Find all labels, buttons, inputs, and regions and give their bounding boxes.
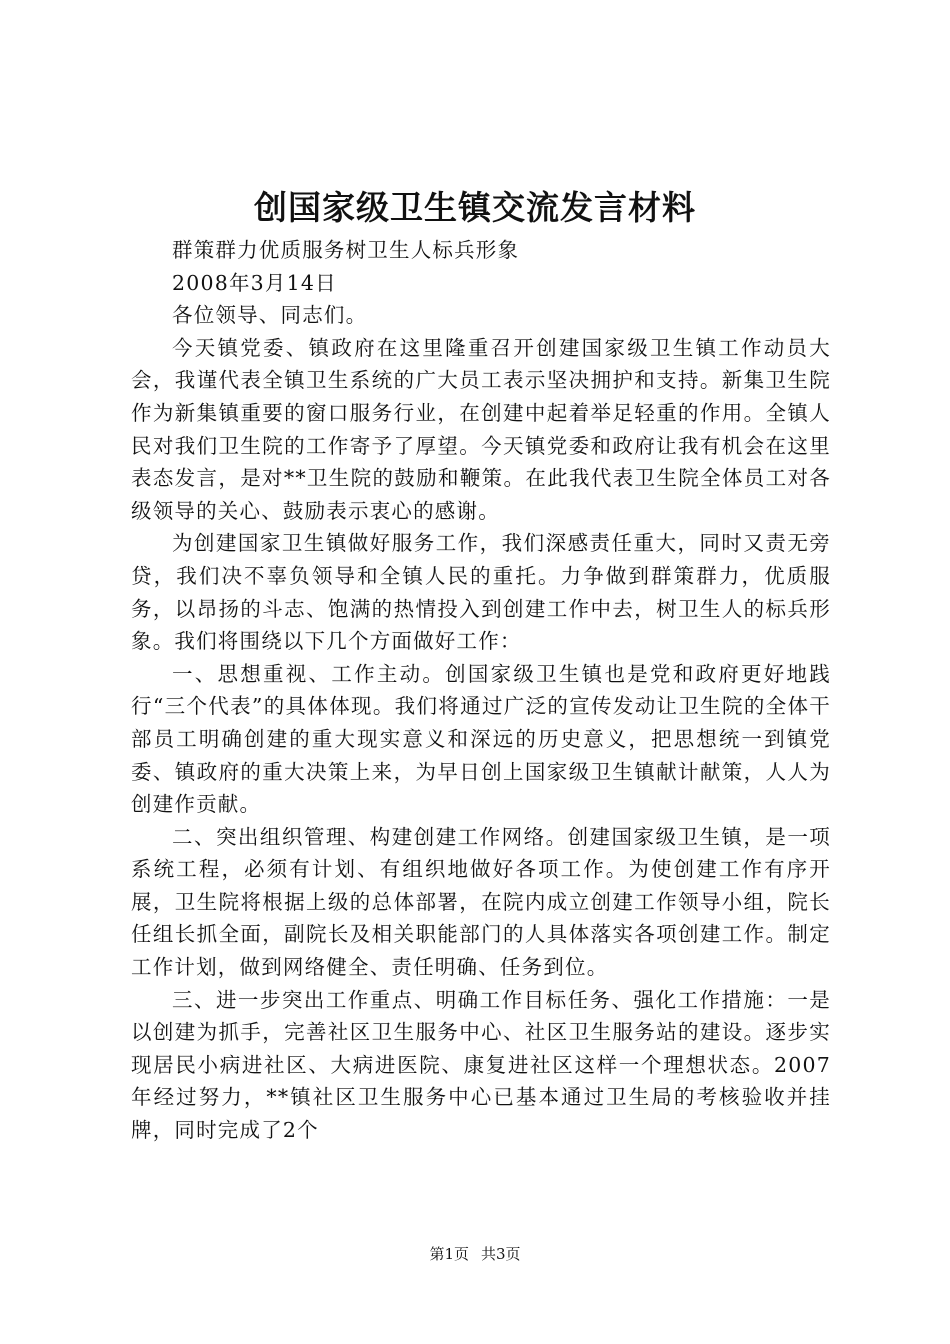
salutation: 各位领导、同志们。	[172, 303, 368, 328]
page-footer	[0, 1244, 950, 1264]
page-title: 创国家级卫生镇交流发言材料	[254, 188, 696, 227]
page-number: 第1页	[429, 1245, 469, 1263]
document-body	[131, 234, 831, 1147]
subtitle: 群策群力优质服务树卫生人标兵形象	[172, 238, 520, 262]
body-paragraph: 为创建国家卫生镇做好服务工作，我们深感责任重大，同时又责无旁贷，我们决不辜负领导和全镇人民的重托。力争做到群策群力，优质服务，以昂扬的斗志、饱满的热情投入到创建工作中去，树卫生人的标兵形象。我们将围绕以下几个方面做好工作：	[131, 531, 831, 654]
body-paragraph: 今天镇党委、镇政府在这里隆重召开创建国家级卫生镇工作动员大会，我谨代表全镇卫生系统的广大员工表示坚决拥护和支持。新集卫生院作为新集镇重要的窗口服务行业，在创建中起着举足轻重的作用。全镇人民对我们卫生院的工作寄予了厚望。今天镇党委和政府让我有机会在这里表态发言，是对**卫生院的鼓励和鞭策。在此我代表卫生院全体员工对各级领导的关心、鼓励表示衷心的感谢。	[131, 335, 831, 523]
body-paragraph: 三、进一步突出工作重点、明确工作目标任务、强化工作措施：一是以创建为抓手，完善社区卫生服务中心、社区卫生服务站的建设。逐步实现居民小病进社区、大病进医院、康复进社区这样一个理想状态。2007年经过努力，**镇社区卫生服务中心已基本通过卫生局的考核验收并挂牌，同时完成了2个	[131, 987, 831, 1143]
body-paragraph: 一、思想重视、工作主动。创国家级卫生镇也是党和政府更好地践行“三个代表”的具体体现。我们将通过广泛的宣传发动让卫生院的全体干部员工明确创建的重大现实意义和深远的历史意义，把思想统一到镇党委、镇政府的重大决策上来，为早日创上国家级卫生镇献计献策，人人为创建作贡献。	[131, 661, 831, 817]
body-paragraph: 二、突出组织管理、构建创建工作网络。创建国家级卫生镇，是一项系统工程，必须有计划、有组织地做好各项工作。为使创建工作有序开展，卫生院将根据上级的总体部署，在院内成立创建工作领导小组，院长任组长抓全面，副院长及相关职能部门的人具体落实各项创建工作。制定工作计划，做到网络健全、责任明确、任务到位。	[131, 824, 831, 980]
page-count: 共3页	[481, 1245, 521, 1263]
date-line: 2008年3月14日	[172, 270, 337, 295]
